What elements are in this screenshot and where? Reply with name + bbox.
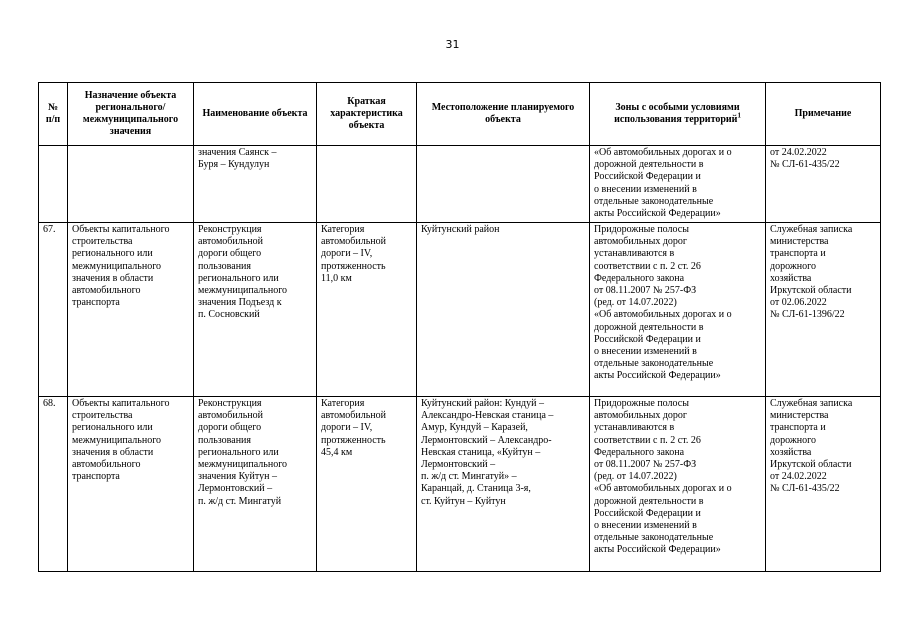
header-location: Местоположение планируемого объекта: [417, 83, 590, 146]
planned-objects-table: [38, 82, 881, 572]
table-row: [39, 223, 881, 397]
cell-number: 67.: [39, 223, 68, 397]
cell-name: Реконструкция автомобильной дороги общего пользования регионального или межмуниципального значения Подъезд к п. Сосновский: [194, 223, 317, 397]
page-number: 31: [445, 38, 460, 51]
cell-zones: «Об автомобильных дорогах и о дорожной деятельности в Российской Федерации и о внесении изменений в отдельные законодательные акты Российской Федерации»: [590, 146, 766, 223]
cell-note: от 24.02.2022 № СЛ-61-435/22: [766, 146, 881, 223]
header-zones: [590, 83, 766, 146]
header-name: Наименование объекта: [194, 83, 317, 146]
cell-number: 68.: [39, 397, 68, 572]
table-row: [39, 146, 881, 223]
cell-name: Реконструкция автомобильной дороги общего пользования регионального или межмуниципального значения Куйтун – Лермонтовский – п. ж/д ст. Мингатуй: [194, 397, 317, 572]
footnote-marker: 1: [737, 111, 741, 120]
cell-zones: Придорожные полосы автомобильных дорог устанавливаются в соответствии с п. 2 ст. 26 Федерального закона от 08.11.2007 № 257-ФЗ (ред. от 14.07.2022) «Об автомобильных дорогах и о дорожной деятельности в Российской Федерации и о внесении изменений в отдельные законодательные акты Российской Федерации»: [590, 223, 766, 397]
cell-note: Служебная записка министерства транспорта и дорожного хозяйства Иркутской области от 24.02.2022 № СЛ-61-435/22: [766, 397, 881, 572]
cell-characteristic: [317, 146, 417, 223]
header-note: Примечание: [766, 83, 881, 146]
header-characteristic: Краткая характеристика объекта: [317, 83, 417, 146]
header-purpose: Назначение объекта регионального/ межмуниципального значения: [68, 83, 194, 146]
table-header-row: [39, 83, 881, 146]
cell-purpose: [68, 146, 194, 223]
header-zones-text: Зоны с особыми условиями использования территорий: [614, 101, 740, 125]
header-number: № п/п: [39, 83, 68, 146]
cell-zones: Придорожные полосы автомобильных дорог устанавливаются в соответствии с п. 2 ст. 26 Федерального закона от 08.11.2007 № 257-ФЗ (ред. от 14.07.2022) «Об автомобильных дорогах и о дорожной деятельности в Российской Федерации и о внесении изменений в отдельные законодательные акты Российской Федерации»: [590, 397, 766, 572]
table-row: [39, 397, 881, 572]
cell-characteristic: Категория автомобильной дороги – IV, протяженность 45,4 км: [317, 397, 417, 572]
cell-location: [417, 146, 590, 223]
cell-name: значения Саянск – Буря – Кундулун: [194, 146, 317, 223]
cell-location: Куйтунский район: [417, 223, 590, 397]
cell-purpose: Объекты капитального строительства регионального или межмуниципального значения в области автомобильного транспорта: [68, 397, 194, 572]
cell-note: Служебная записка министерства транспорта и дорожного хозяйства Иркутской области от 02.06.2022 № СЛ-61-1396/22: [766, 223, 881, 397]
cell-number: [39, 146, 68, 223]
cell-purpose: Объекты капитального строительства регионального или межмуниципального значения в области автомобильного транспорта: [68, 223, 194, 397]
cell-location: Куйтунский район: Кундуй – Александро-Невская станица – Амур, Кундуй – Каразей, Лермонтовский – Александро- Невская станица, «Куйтун – Лермонтовский – п. ж/д ст. Мингатуй» – Каранцай, д. Станица 3-я, ст. Куйтун – Куйтун: [417, 397, 590, 572]
cell-characteristic: Категория автомобильной дороги – IV, протяженность 11,0 км: [317, 223, 417, 397]
